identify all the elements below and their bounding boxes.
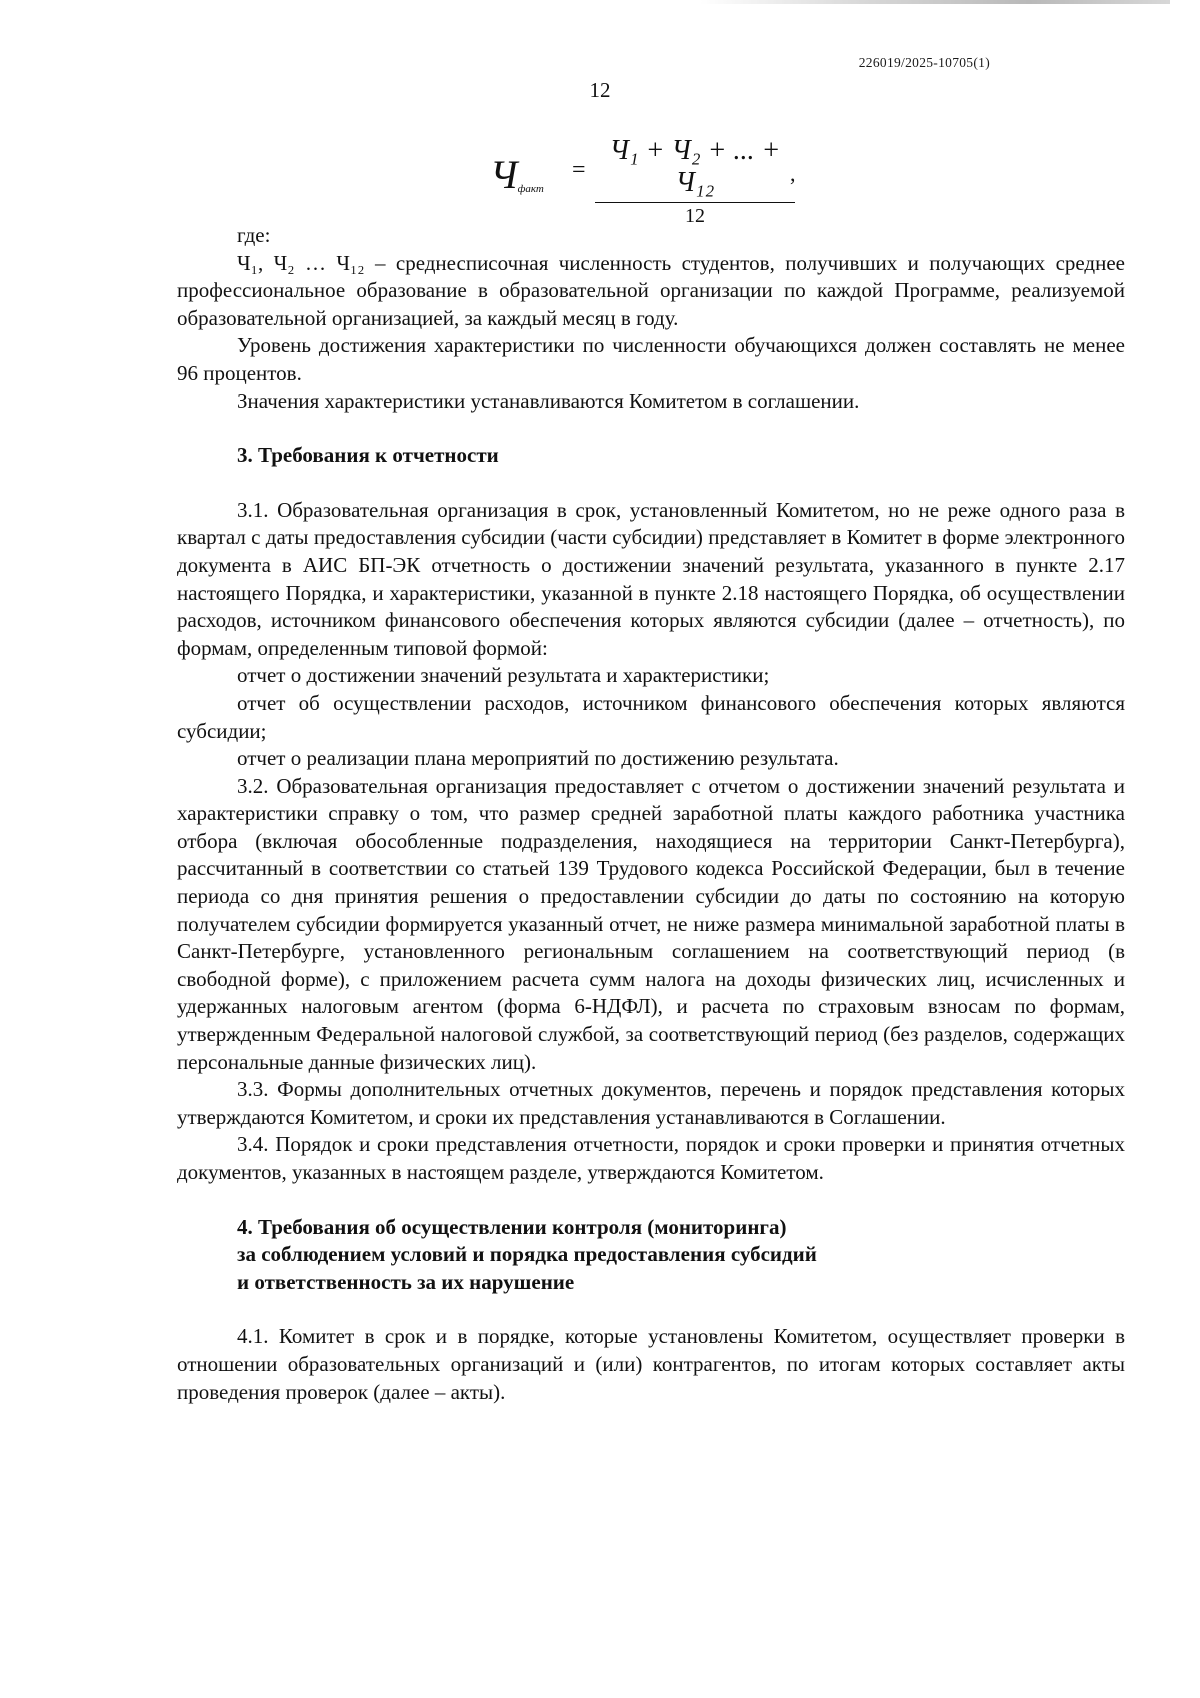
list-item: отчет о достижении значений результата и характеристики;: [237, 663, 770, 688]
paragraph-3-3: 3.3. Формы дополнительных отчетных документов, перечень и порядок представления которых утверждаются Комитетом, и сроки их представления устанавливаются в Соглашении.: [177, 1077, 1125, 1129]
list-item: отчет о реализации плана мероприятий по достижению результата.: [237, 746, 839, 771]
formula-lhs-subscript: факт: [517, 183, 544, 195]
formula-numerator: Ч₁ + Ч₂ + ... + Ч₁₂: [595, 135, 795, 203]
level-paragraph: Уровень достижения характеристики по численности обучающихся должен составлять не менее 96 процентов.: [177, 333, 1125, 385]
section-3-heading: 3. Требования к отчетности: [237, 443, 499, 468]
document-id: 226019/2025-10705(1): [858, 55, 990, 70]
where-label: где:: [237, 223, 271, 247]
list-item: отчет об осуществлении расходов, источником финансового обеспечения которых являются субсидии;: [177, 690, 1125, 743]
formula-denominator: 12: [685, 205, 705, 227]
paragraph-3-2: 3.2. Образовательная организация предоставляет с отчетом о достижении значений результата и характеристики справку о том, что размер средней заработной платы каждого работника участника отбора (включая обособленные подразделения, находящиеся на территории Санкт-Петербурга), рассчитанный в соответствии со статьей 139 Трудового кодекса Российской Федерации, был в течение периода со дня принятия решения о предоставлении субсидии до даты по состоянию на которую получателем субсидии формируется указанный отчет, не ниже размера минимальной заработной платы в Санкт-Петербурге, установленного региональным соглашением на соответствующий период (в свободной форме), с приложением расчета сумм налога на доходы физических лиц, исчисленных и удержанных налоговым агентом (форма 6-НДФЛ), и расчета по страховым взносам по формам, утвержденным Федеральной налоговой службой, за соответствующий период (без разделов, содержащих персональные данные физических лиц).: [177, 773, 1125, 1074]
page-number: 12: [589, 78, 611, 102]
document-body: [177, 222, 1125, 1406]
scan-artifact: [700, 0, 1170, 4]
formula-trailing-comma: ,: [790, 161, 796, 186]
formula-fraction: [595, 135, 795, 228]
paragraph-3-4: 3.4. Порядок и сроки представления отчетности, порядок и сроки проверки и принятия отчетных документов, указанных в настоящем разделе, утверждаются Комитетом.: [177, 1132, 1125, 1184]
section-4-heading-line-2: за соблюдением условий и порядка предоставления субсидий: [237, 1242, 817, 1267]
values-paragraph: Значения характеристики устанавливаются Комитетом в соглашении.: [237, 388, 860, 413]
formula-lhs: $Ч_{факт}$: [490, 152, 544, 197]
formula-equals: =: [572, 157, 586, 183]
paragraph-4-1: 4.1. Комитет в срок и в порядке, которые установлены Комитетом, осуществляет проверки в отношении образовательных организаций и (или) контрагентов, по итогам которых составляет акты проведения проверок (далее – акты).: [177, 1324, 1125, 1404]
paragraph-3-1: 3.1. Образовательная организация в срок, установленный Комитетом, но не реже одного раза в квартал с даты предоставления субсидии (части субсидии) представляет в Комитет в форме электронного документа в АИС БП-ЭК отчетность о достижении значений результата, указанного в пункте 2.17 настоящего Порядка, и характеристики, указанной в пункте 2.18 настоящего Порядка, об осуществлении расходов, источником финансового обеспечения которых являются субсидии (далее – отчетность), по формам, определенным типовой формой:: [177, 497, 1125, 660]
section-4-heading-line-3: и ответственность за их нарушение: [237, 1269, 575, 1294]
definition-paragraph: Ч₁, Ч₂ … Ч₁₂ – среднесписочная численность студентов, получивших и получающих среднее профессиональное образование в образовательной организации по каждой Программе, реализуемой образовательной организацией, за каждый месяц в году.: [177, 250, 1125, 330]
formula: [490, 135, 810, 227]
section-4-heading-line-1: 4. Требования об осуществлении контроля (мониторинга): [237, 1214, 787, 1239]
